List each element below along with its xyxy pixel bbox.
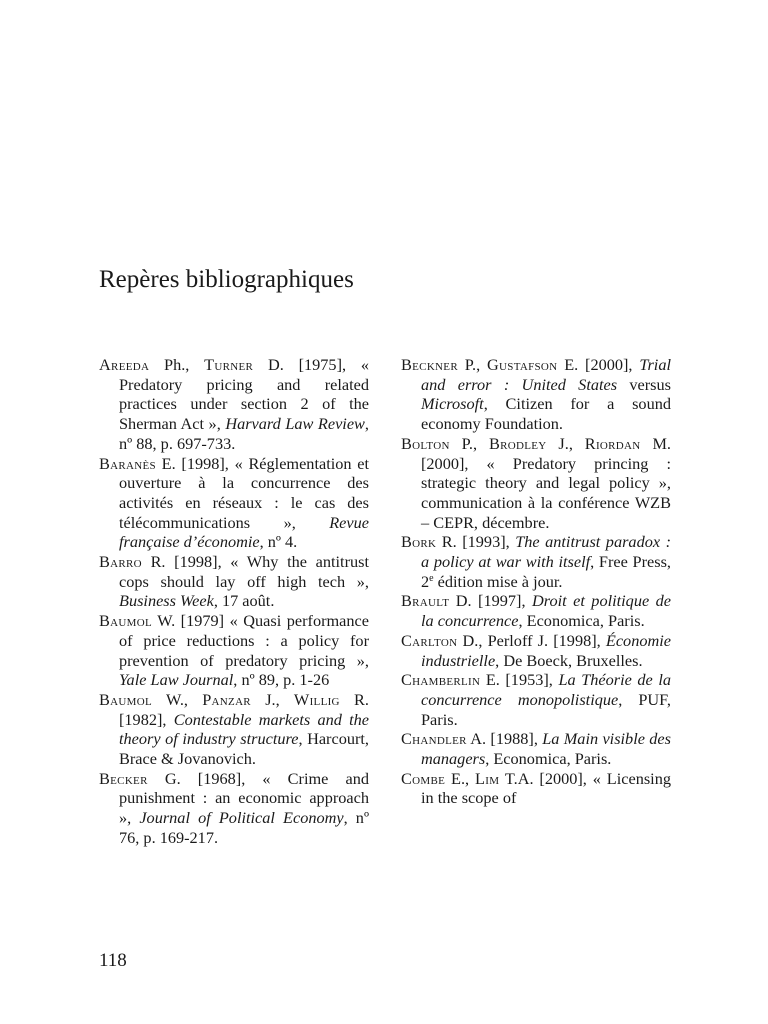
bibliography-entry xyxy=(401,769,671,808)
entry-text: R. [1998], « Why the antitrust cops should lay off high tech », xyxy=(119,552,369,591)
bibliography-entry xyxy=(401,355,671,434)
entry-text: , Economica, Paris. xyxy=(518,611,645,631)
entry-text: E., xyxy=(445,768,475,788)
entry-text: Ph., xyxy=(149,355,205,374)
author-name: Baumol xyxy=(99,611,152,631)
work-title: The antitrust paradox : a policy at war with itself xyxy=(421,532,671,572)
author-name: Chamberlin xyxy=(401,670,481,690)
entry-text: D., Perloff J. [1998], xyxy=(457,630,606,650)
section-heading: Repères bibliographiques xyxy=(99,266,354,293)
author-name: Becker xyxy=(99,768,148,788)
entry-text: P., xyxy=(457,355,487,374)
author-name: Willig xyxy=(293,689,340,709)
entry-text: , 17 août. xyxy=(213,591,275,611)
bibliography-entry xyxy=(99,690,369,769)
entry-text: , nº 76, p. 169-217. xyxy=(119,808,369,847)
work-title: Revue française d’économie xyxy=(119,512,369,552)
entry-text: D. [1997], xyxy=(449,591,532,611)
author-name: Areeda xyxy=(99,355,150,374)
author-name: Brault xyxy=(401,591,450,611)
entry-text: , Economica, Paris. xyxy=(485,749,612,769)
entry-text: J., xyxy=(250,689,294,709)
bibliography-entry xyxy=(401,532,671,591)
author-name: Bork xyxy=(401,532,437,552)
author-name: Combe xyxy=(401,768,446,788)
entry-text: , Free Press, 2 xyxy=(421,552,671,591)
author-name: Beckner xyxy=(401,355,458,374)
entry-text: versus xyxy=(617,374,671,394)
entry-text: M. [2000], « Predatory princing : strategic theory and legal policy », communication à la conférence WZB – CEPR, décembre. xyxy=(421,433,671,532)
entry-text: R. [1993], xyxy=(436,532,516,552)
entry-text: , De Boeck, Bruxelles. xyxy=(495,650,643,670)
work-title: Économie industrielle xyxy=(421,630,671,670)
bibliography-column-left xyxy=(99,355,369,848)
work-title: Business Week xyxy=(119,591,214,611)
bibliography-entry xyxy=(99,611,369,690)
entry-text: , nº 88, p. 697-733. xyxy=(119,414,369,453)
author-name: Lim xyxy=(475,768,500,788)
bibliography-column-right xyxy=(401,355,671,808)
bibliography-entry xyxy=(99,454,369,553)
entry-text: , Harcourt, Brace & Jovanovich. xyxy=(119,729,369,769)
work-title: Trial and error : United States xyxy=(421,355,671,394)
author-name: Chandler xyxy=(401,729,467,749)
entry-text: , Citizen for a sound economy Foundation. xyxy=(421,394,671,434)
entry-text: A. [1988], xyxy=(466,729,543,749)
bibliography-entry xyxy=(401,591,671,630)
bibliography-entry xyxy=(401,631,671,670)
author-name: Gustafson xyxy=(486,355,558,374)
entry-text: édition mise à jour. xyxy=(433,571,563,591)
entry-text: T.A. [2000], « Licensing in the scope of xyxy=(421,768,671,808)
entry-text: R. [1982], xyxy=(119,689,369,729)
bibliography-entry xyxy=(401,434,671,533)
work-title: La Main visible des managers xyxy=(421,729,671,769)
author-name: Riordan xyxy=(584,433,641,453)
author-name: Carlton xyxy=(401,630,458,650)
entry-text: D. [1975], « Predatory pricing and related practices under section 2 of the Sherman Act », xyxy=(119,355,369,434)
bibliography-entry xyxy=(99,769,369,848)
author-name: Baumol xyxy=(99,689,152,709)
bibliography-entry xyxy=(401,729,671,768)
author-name: Brodley xyxy=(488,433,547,453)
author-name: Bolton xyxy=(401,433,450,453)
bibliography-entry xyxy=(99,552,369,611)
entry-text: G. [1968], « Crime and punishment : an economic approach », xyxy=(119,768,369,828)
work-title: Contestable markets and the theory of industry structure xyxy=(119,709,369,749)
page-number: 118 xyxy=(99,950,127,971)
work-title: Harvard Law Review xyxy=(225,414,365,434)
entry-text: E. [1953], xyxy=(480,670,559,690)
bibliography-entry xyxy=(401,670,671,729)
entry-text: , nº 89, p. 1-26 xyxy=(233,670,330,690)
entry-text: e xyxy=(429,572,434,584)
author-name: Turner xyxy=(204,355,254,374)
entry-text: , nº 4. xyxy=(259,532,298,552)
author-name: Barro xyxy=(99,552,142,572)
work-title: Droit et politique de la concurrence xyxy=(421,591,672,631)
entry-text: P., xyxy=(449,433,489,453)
entry-text: W., xyxy=(152,689,203,709)
entry-text: J., xyxy=(546,433,585,453)
work-title: Microsoft xyxy=(421,394,484,414)
bibliography-entry xyxy=(99,355,369,454)
entry-text: , PUF, Paris. xyxy=(421,689,672,729)
entry-text: E. [2000], xyxy=(557,355,640,374)
author-name: Baranès xyxy=(99,453,156,473)
work-title: Journal of Political Economy xyxy=(139,808,344,828)
entry-text: E. [1998], « Réglementation et ouverture à la concurrence des activités en réseaux : le cas des télécommunications », xyxy=(119,453,369,532)
work-title: Yale Law Journal xyxy=(119,670,234,690)
entry-text: W. [1979] « Quasi performance of price reductions : a policy for prevention of predatory pricing », xyxy=(119,611,369,670)
work-title: La Théorie de la concurrence monopolistique xyxy=(421,670,671,709)
author-name: Panzar xyxy=(202,689,251,709)
